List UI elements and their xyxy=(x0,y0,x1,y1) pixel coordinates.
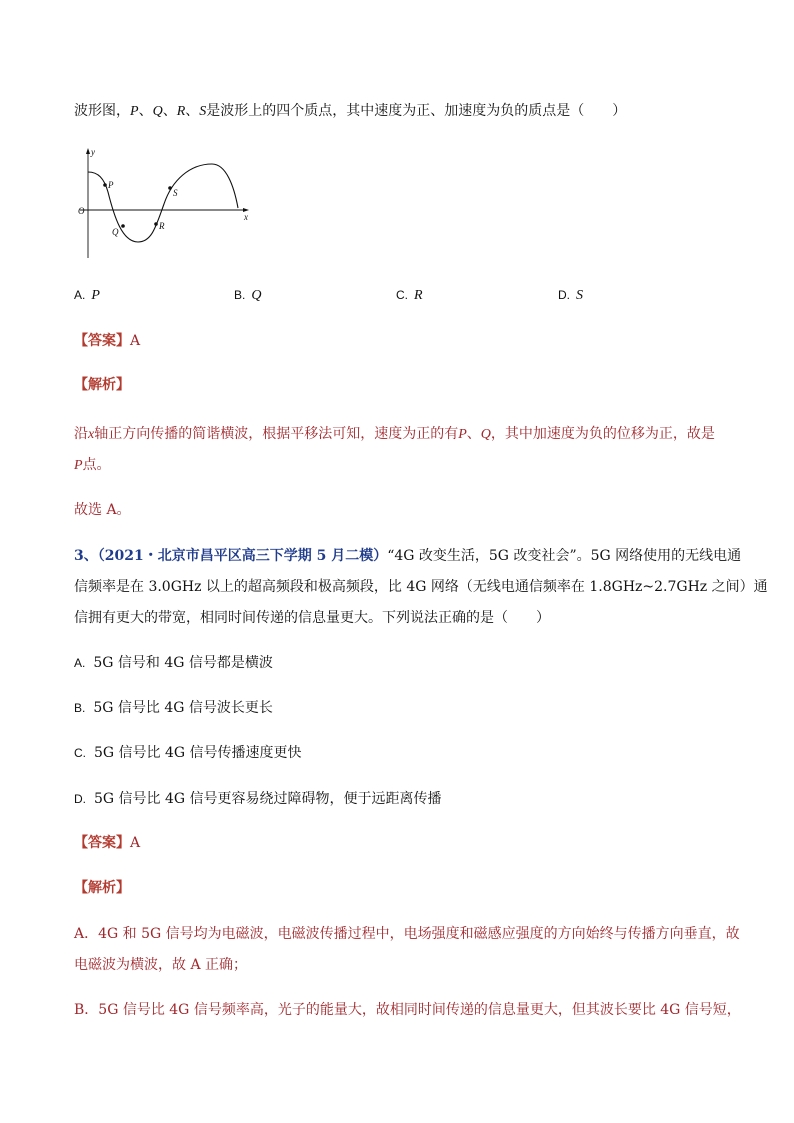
point-s xyxy=(168,186,172,190)
q2-answer: 【答案】A xyxy=(74,333,141,349)
q3-number: 3、 xyxy=(74,548,98,564)
point-s-label: S xyxy=(199,104,207,119)
q3-analysis-tag: 【解析】 xyxy=(74,880,130,896)
q2-option-d: D. S xyxy=(558,288,583,303)
q3-analysis-b-line-1: B．5G 信号比 4G 信号频率高，光子的能量大，故相同时间传递的信息量更大，但其波长要比 4G 信号短， xyxy=(74,1002,741,1018)
q2-option-c: C. R xyxy=(396,288,423,303)
origin-label: O xyxy=(78,206,85,216)
point-r-label: R xyxy=(176,104,186,119)
q3-analysis-a-line-2: 电磁波为横波，故 A 正确； xyxy=(74,957,248,973)
point-p-label: P xyxy=(130,104,139,119)
q3-stem-line-2: 信频率是在 3.0GHz 以上的超高频段和极高频段，比 4G 网络（无线电通信频率在 1.8GHz~2.7GHz 之间）通 xyxy=(74,579,768,595)
fig-label-r: R xyxy=(159,221,165,231)
q2-option-b: B. Q xyxy=(234,288,262,303)
q3-stem-line-3: 信拥有更大的带宽，相同时间传递的信息量更大。下列说法正确的是（ ） xyxy=(74,610,550,626)
q3-answer: 【答案】A xyxy=(74,835,141,851)
q3-source: （2021・北京市昌平区高三下学期 5 月二模） xyxy=(97,548,388,564)
q3-option-c: C. 5G 信号比 4G 信号传播速度更快 xyxy=(74,745,302,761)
axis-x-label: x xyxy=(244,212,248,222)
q2-stem: 波形图，P、Q、R、S是波形上的四个质点，其中速度为正、加速度为负的质点是（ ） xyxy=(74,103,627,119)
q3-option-b: B. 5G 信号比 4G 信号波长更长 xyxy=(74,700,273,716)
point-p xyxy=(103,183,107,187)
fig-label-s: S xyxy=(173,188,178,198)
point-q-label: Q xyxy=(152,104,163,119)
point-q xyxy=(121,224,125,228)
q2-option-a: A. P xyxy=(74,288,100,303)
fig-label-q: Q xyxy=(112,227,119,237)
q2-analysis-tag: 【解析】 xyxy=(74,377,130,393)
axis-y-label: y xyxy=(91,147,95,157)
q3-analysis-a-line-1: A．4G 和 5G 信号均为电磁波，电磁波传播过程中，电场强度和磁感应强度的方向始终与传播方向垂直，故 xyxy=(74,926,740,942)
q3-option-a: A. 5G 信号和 4G 信号都是横波 xyxy=(74,655,273,671)
wave-figure xyxy=(72,146,262,266)
point-r xyxy=(154,222,158,226)
q2-conclusion: 故选 A。 xyxy=(74,502,131,518)
q2-analysis-line-2: P点。 xyxy=(74,457,111,473)
fig-label-p: P xyxy=(108,180,114,190)
q2-analysis-line-1: 沿x轴正方向传播的简谐横波，根据平移法可知，速度为正的有P、Q，其中加速度为负的位移为正，故是 xyxy=(74,426,715,442)
q3-stem-line-1: 3、（2021・北京市昌平区高三下学期 5 月二模）“4G 改变生活，5G 改变社会”。5G 网络使用的无线电通 xyxy=(74,548,742,564)
q3-option-d: D. 5G 信号比 4G 信号更容易绕过障碍物，便于远距离传播 xyxy=(74,791,442,807)
